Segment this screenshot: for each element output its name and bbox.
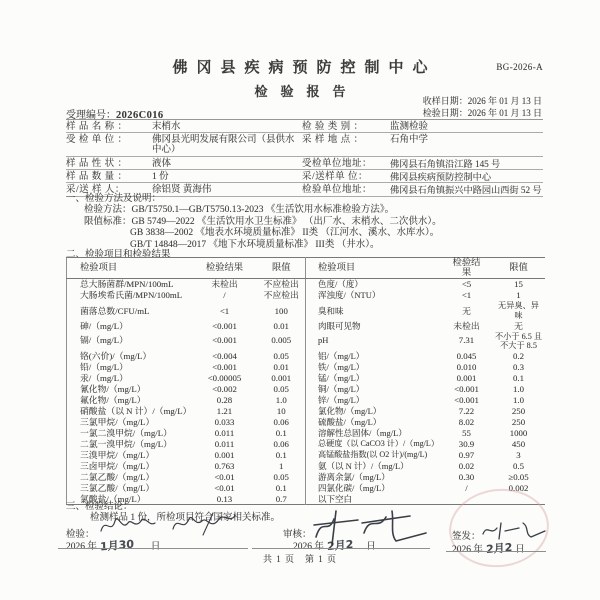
result-header: 检验结果 [192,258,258,279]
methods-line: GB 3838—2002 《地表水环境质量标准》 II类 （江河水、溪水、水库水）。 [130,228,440,239]
page-info: 共 1 页 第 1 页 [262,554,337,564]
reviewer-label: 审核： [283,530,312,540]
info-value: 佛冈县石角镇沿江路 145 号 [390,158,501,169]
table-row: 大肠埃希氏菌/MPN/100mL / 不应检出 浑浊度/（NTU） <1 1 [80,290,521,300]
info-label: 采/送样单 位： [302,171,369,182]
table-row: 铬(六价)/（mg/L） <0.004 0.05 铝/（mg/L） 0.045 0.2 [80,351,524,361]
result-header: 检验结果 [441,258,493,279]
issuer-label: 签发： [452,532,481,542]
info-label: 检验单位地址： [302,184,373,195]
info-value: 监测检验 [390,121,429,132]
inspector-date-handwritten: 1月30 [99,537,134,554]
info-label: 受 检 单 位 ： [66,134,128,145]
signature-line [252,548,430,549]
date-block [423,96,542,119]
test-date: 检验日期：2026 年 01 月 13 日 [422,107,542,118]
info-label: 受检单位地址： [302,158,373,169]
info-value: 1 份 [152,171,169,182]
doc-title: 检验报告 [254,84,359,99]
table-row: 二氯一溴甲烷/（mg/L） 0.011 0.06 总硬度（以 CaCO3 计）/（mg/L） 30.9 450 [80,439,526,449]
reviewer-date-handwritten: 2月2 [326,537,354,554]
conclusion-heading: 三、检验结论： [66,502,133,512]
info-label: 采/送 样 人： [66,184,125,195]
info-label: 样 品 数 量 ： [66,171,128,182]
info-row [66,157,543,170]
results-heading: 二、检验项目和检验结果 [66,250,171,260]
results-header-row [67,258,545,279]
reviewer-date: 2026 年 2月2 日 [293,537,376,553]
table-row: 氟化物/（mg/L） 0.28 1.0 锌/（mg/L） <0.001 1.0 [80,395,524,405]
table-row: 硝酸盐（以 N 计）/（mg/L） 1.21 10 氯化物/（mg/L） 7.22 250 [80,406,526,416]
info-value: 佛冈县光明发展有限公司（县供水中心） [152,134,295,155]
table-row: 氯酸盐/（mg/L） 0.13 0.7 以下空白 [67,494,545,505]
table-row: 汞/（mg/L） <0.00005 0.001 锰/（mg/L） 0.001 0.1 [80,373,524,383]
info-value: 佛冈县疾病预防控制中心 [390,171,492,182]
inspector-date: 2026 年 1月30 日 [66,537,160,553]
issuer-date: 2026 年 2月2 日 [452,540,525,556]
limit-header: 限值 [258,258,306,279]
info-row [66,170,543,183]
param-header: 检验项目 [306,258,441,279]
methods-section [66,194,544,251]
methods-line: GB/T 14848—2017 《地下水环境质量标准》 III类 （井水）。 [130,239,380,250]
accept-no-label: 受理编号： [66,110,116,121]
table-row: 菌落总数/CFU/mL <1 100 臭和味 无 无异臭、异味 [80,300,539,320]
info-value: 末梢水 [152,121,181,132]
methods-line: 限值标准：GB 5749—2022 《生活饮用水卫生标准》 （出厂水、末梢水、二次供水）。 [84,216,442,227]
info-label: 样 品 名 称 ： [66,121,128,132]
table-row: 总大肠菌群/MPN/100mL 未检出 不应检出 色度/（度） <5 15 [80,279,523,290]
signature-line [58,548,248,549]
org-title: 佛冈县疾病预防控制中心 [172,60,437,76]
table-row: 三卤甲烷/（mg/L） 0.763 1 氨（以 N 计）/（mg/L） 0.02 0.5 [80,461,524,471]
info-label: 样 品 性 状 ： [66,158,128,169]
table-row: 镉/（mg/L） <0.001 0.005 pH 7.31 不小于 6.5 且 不大于 8.5 [80,331,543,350]
info-value: 佛冈县石角镇振兴中路园山西街 52 号 [390,184,542,195]
table-row: 二氯乙酸/（mg/L） <0.01 0.05 游离余氯/（mg/L） 0.30 ≥0.05 [80,472,529,482]
accept-no-value: 2026C016 [116,110,164,121]
info-value: 液体 [152,158,172,169]
issuer-date-handwritten: 2月2 [485,540,513,557]
info-value: 徐铝贤 黄海伟 [152,184,212,195]
info-value: 石角中学 [390,134,429,145]
info-label: 检 验 类 别 ： [302,121,364,132]
info-label: 采 样 地 点 ： [302,134,364,145]
table-row: 三氯乙酸/（mg/L） <0.01 0.1 四氯化碳/（mg/L） / 0.002 [80,483,529,493]
info-row [66,120,543,133]
table-row: 三溴甲烷/（mg/L） 0.001 0.1 高锰酸盐指数(以 O2 计)/(mg/L) 0.97 3 [80,450,521,460]
table-row: 铅/（mg/L） <0.001 0.01 铁/（mg/L） 0.010 0.3 [80,362,524,372]
results-table [66,257,545,505]
receive-date: 收样日期：2026 年 01 月 13 日 [422,96,542,106]
sample-info [66,119,543,197]
inspector-label: 检验： [66,530,95,540]
limit-header: 限值 [493,258,545,279]
methods-heading: 一、检验方法及说明： [66,194,162,204]
conclusion-text: 检测样品 1 份，所检项目符合国家相关标准。 [90,513,281,523]
methods-line: 检验方法：GB/T5750.1—GB/T5750.13-2023 《生活饮用水标准检验方法》。 [84,205,395,216]
table-row: 氰化物/（mg/L） <0.002 0.05 铜/（mg/L） <0.001 1.0 [80,384,524,394]
table-row: 一氯二溴甲烷/（mg/L） 0.011 0.1 溶解性总固体/（mg/L） 55 1000 [80,428,528,438]
param-header: 检验项目 [67,258,192,279]
inspector-signature [95,509,245,539]
info-row [66,133,543,157]
form-code: BG-2026-A [496,62,543,72]
table-row: 砷/（mg/L） <0.001 0.01 肉眼可见物 未检出 无 [80,321,523,331]
table-row: 三氯甲烷/（mg/L） 0.033 0.06 硫酸盐/（mg/L） 8.02 250 [80,417,526,427]
